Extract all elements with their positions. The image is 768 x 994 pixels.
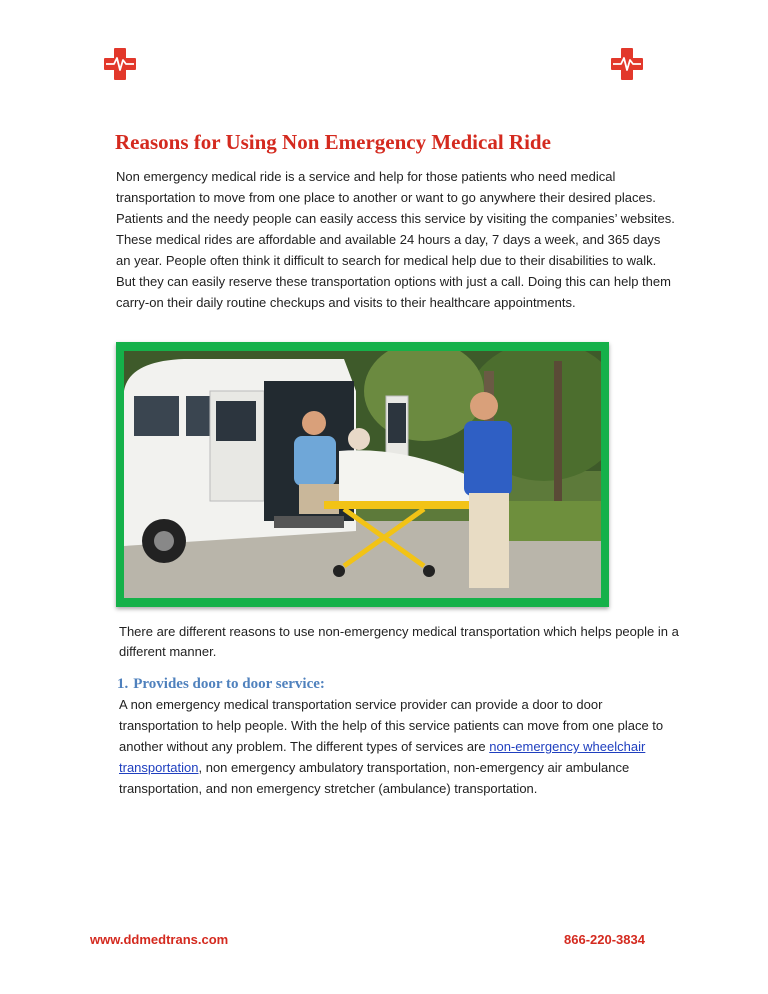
section-body: [119, 694, 679, 799]
reasons-intro-paragraph: There are different reasons to use non-emergency medical transportation which helps people in a different manner.: [119, 624, 679, 659]
page-title: Reasons for Using Non Emergency Medical Ride: [115, 130, 551, 154]
section-text-before: A non emergency medical transportation service provider can provide a door to door transportation to help people. With the help of this service patients can move from one place to another without any problem. The different types of services are: [119, 697, 664, 754]
photo-frame: [116, 342, 609, 607]
wheelchair-transportation-link[interactable]: non-emergency wheelchair transportation: [119, 739, 646, 775]
section-number: 1.: [117, 676, 129, 692]
medical-cross-heartbeat-icon: [103, 47, 137, 81]
section-text-after: , non emergency ambulatory transportation, non-emergency air ambulance transportation, and non emergency stretcher (ambulance) transportation.: [119, 760, 630, 796]
section-heading-text: Provides door to door service:: [133, 676, 325, 692]
intro-paragraph: Non emergency medical ride is a service and help for those patients who need medical transportation to move from one place to another or want to go anywhere their desired places. Patients and the needy people can easily access this service by visiting the companies’ websites. These medical rides are affordable and available 24 hours a day, 7 days a week, and 365 days an year. People often think it difficult to search for medical help due to their disabilities to walk. But they can easily reserve these transportation options with just a call. Doing this can help them carry-on their daily routine checkups and visits to their healthcare appointments.: [116, 169, 675, 310]
photo-ambulance-stretcher-loading: [124, 351, 601, 598]
footer-phone: 866-220-3834: [564, 932, 645, 947]
section-heading: [117, 676, 325, 693]
footer-website-link[interactable]: www.ddmedtrans.com: [90, 932, 229, 947]
medical-cross-heartbeat-icon: [610, 47, 644, 81]
